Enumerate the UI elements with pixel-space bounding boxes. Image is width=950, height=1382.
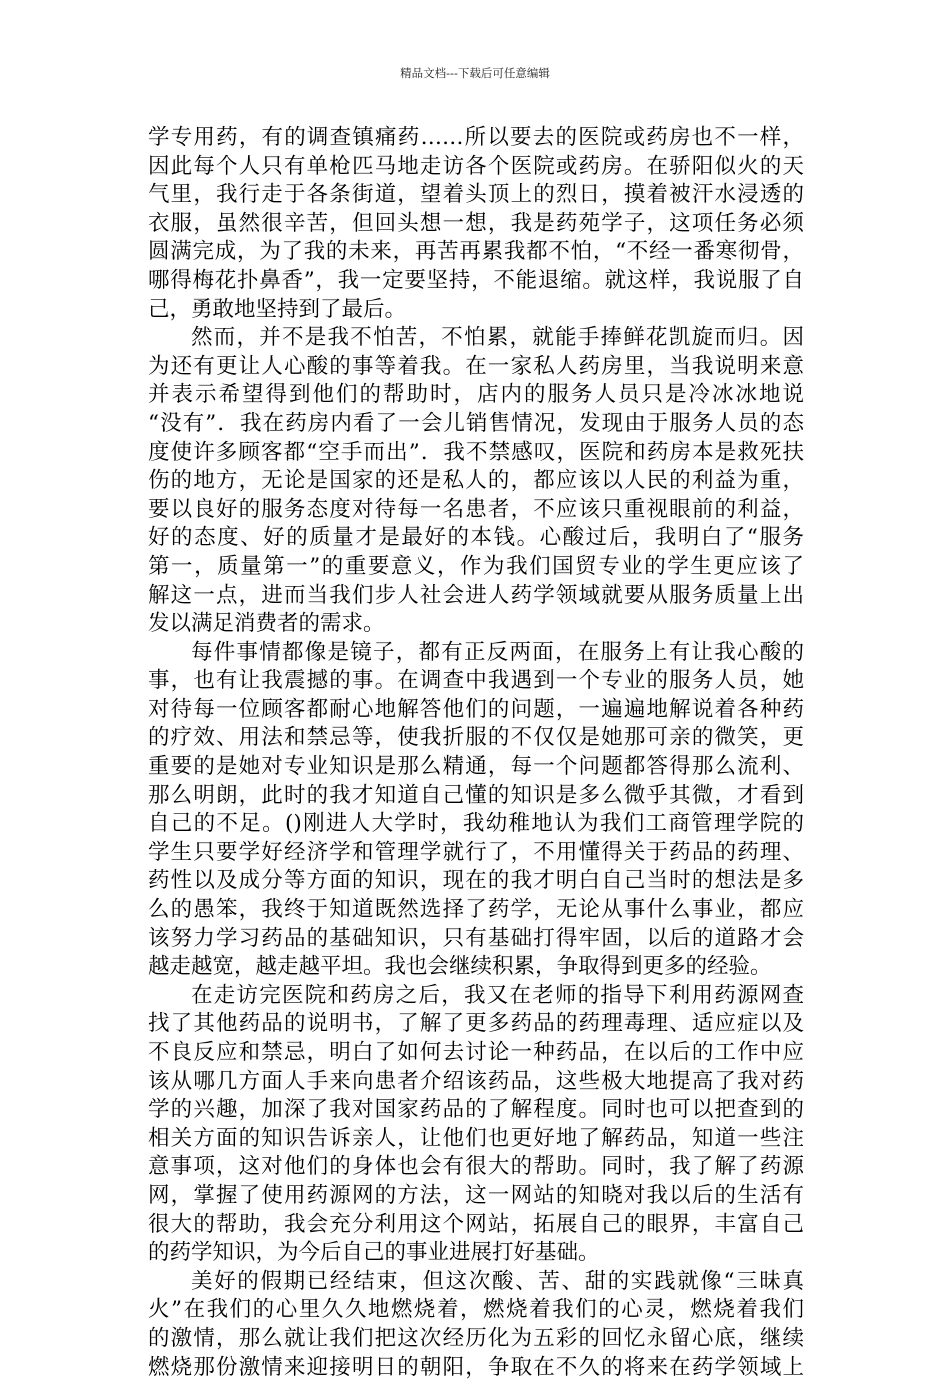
- text-line: 对待每一位顾客都耐心地解答他们的问题，一遍遍地解说着各种药: [148, 696, 804, 722]
- text-line: 发以满足消费者的需求。: [148, 611, 385, 637]
- text-line: 火”在我们的心里久久地燃烧着，燃烧着我们的心灵，燃烧着我们: [148, 1297, 804, 1323]
- text-line: “没有”．我在药房内看了一会儿销售情况，发现由于服务人员的态: [148, 410, 804, 436]
- text-line: 么的愚笨，我终于知道既然选择了药学，无论从事什么事业，都应: [148, 897, 804, 923]
- text-line: 越走越宽，越走越平坦。我也会继续积累，争取得到更多的经验。: [148, 954, 772, 980]
- text-line: 哪得梅花扑鼻香”，我一定要坚持，不能退缩。就这样，我说服了自: [148, 267, 804, 293]
- text-line: 相关方面的知识告诉亲人，让他们也更好地了解药品，知道一些注: [148, 1125, 804, 1151]
- text-line: 衣服，虽然很辛苦，但回头想一想，我是药苑学子，这项任务必须: [148, 210, 804, 236]
- document-body: [148, 124, 804, 1382]
- text-line: 为还有更让人心酸的事等着我。在一家私人药房里，当我说明来意: [148, 353, 804, 379]
- paragraph-3: [148, 639, 804, 982]
- text-line: 学的兴趣，加深了我对国家药品的了解程度。同时也可以把查到的: [148, 1097, 804, 1123]
- text-line: 伤的地方，无论是国家的还是私人的，都应该以人民的利益为重，: [148, 468, 804, 494]
- text-line: 重要的是她对专业知识是那么精通，每一个问题都答得那么流利、: [148, 754, 804, 780]
- text-line: 该努力学习药品的基础知识，只有基础打得牢固，以后的道路才会: [148, 925, 804, 951]
- text-line: 燃烧那份激情来迎接明日的朝阳，争取在不久的将来在药学领域上: [148, 1354, 804, 1380]
- text-line: 解这一点，进而当我们步人社会进人药学领域就要从服务质量上出: [148, 582, 804, 608]
- text-line: 不良反应和禁忌，明白了如何去讨论一种药品，在以后的工作中应: [148, 1040, 804, 1065]
- text-line: 美好的假期已经结束，但这次酸、苦、甜的实践就像“三昧真: [191, 1268, 804, 1294]
- text-line: 的药学知识，为今后自己的事业进展打好基础。: [148, 1240, 600, 1266]
- text-line: 每件事情都像是镜子，都有正反两面，在服务上有让我心酸的: [191, 639, 804, 665]
- text-line: 很大的帮助，我会充分利用这个网站，拓展自己的眼界，丰富自己: [148, 1211, 804, 1237]
- text-line: 自己的不足。()刚进人大学时，我幼稚地认为我们工商管理学院的: [148, 811, 804, 837]
- text-line: 该从哪几方面人手来向患者介绍该药品，这些极大地提高了我对药: [148, 1068, 804, 1094]
- text-line: 度使许多顾客都“空手而出”．我不禁感叹，医院和药房本是救死扶: [148, 439, 804, 465]
- text-line: 并表示希望得到他们的帮助时，店内的服务人员只是冷冰冰地说: [148, 382, 804, 408]
- text-line: 在走访完医院和药房之后，我又在老师的指导下利用药源网查: [191, 982, 804, 1008]
- text-line: 事，也有让我震撼的事。在调查中我遇到一个专业的服务人员，她: [148, 668, 804, 694]
- text-line: 然而，并不是我不怕苦，不怕累，就能手捧鲜花凯旋而归。因: [191, 325, 804, 351]
- text-line: 因此每个人只有单枪匹马地走访各个医院或药房。在骄阳似火的天: [148, 153, 804, 179]
- text-line: 意事项，这对他们的身体也会有很大的帮助。同时，我了解了药源: [148, 1154, 804, 1180]
- text-line: 那么明朗，此时的我才知道自己懂的知识是多么微乎其微，才看到: [148, 782, 804, 808]
- paragraph-5: [148, 1268, 804, 1382]
- text-line: 第一，质量第一”的重要意义，作为我们国贸专业的学生更应该了: [148, 553, 804, 579]
- text-line: 学生只要学好经济学和管理学就行了，不用懂得关于药品的药理、: [148, 839, 804, 865]
- text-line: 找了其他药品的说明书，了解了更多药品的药理毒理、适应症以及: [148, 1011, 804, 1037]
- paragraph-4: [148, 982, 804, 1268]
- text-line: 网，掌握了使用药源网的方法，这一网站的知晓对我以后的生活有: [148, 1182, 804, 1208]
- page-header: 精品文档---下载后可任意编辑: [400, 66, 550, 80]
- text-line: 己，勇敢地坚持到了最后。: [148, 296, 407, 322]
- text-line: 的激情，那么就让我们把这次经历化为五彩的回忆永留心底，继续: [148, 1325, 804, 1351]
- text-line: 要以良好的服务态度对待每一名患者，不应该只重视眼前的利益，: [148, 496, 804, 522]
- text-line: 的疗效、用法和禁忌等，使我折服的不仅仅是她那可亲的微笑，更: [148, 725, 804, 751]
- paragraph-2: [148, 324, 804, 639]
- text-line: 气里，我行走于各条街道，望着头顶上的烈日，摸着被汗水浸透的: [148, 182, 804, 208]
- paragraph-1: [148, 124, 804, 324]
- text-line: 圆满完成，为了我的未来，再苦再累我都不怕，“不经一番寒彻骨，: [148, 239, 804, 265]
- text-line: 药性以及成分等方面的知识，现在的我才明白自己当时的想法是多: [148, 868, 804, 894]
- text-line: 学专用药，有的调查镇痛药……所以要去的医院或药房也不一样，: [148, 125, 804, 150]
- text-line: 好的态度、好的质量才是最好的本钱。心酸过后，我明白了“服务: [148, 525, 804, 551]
